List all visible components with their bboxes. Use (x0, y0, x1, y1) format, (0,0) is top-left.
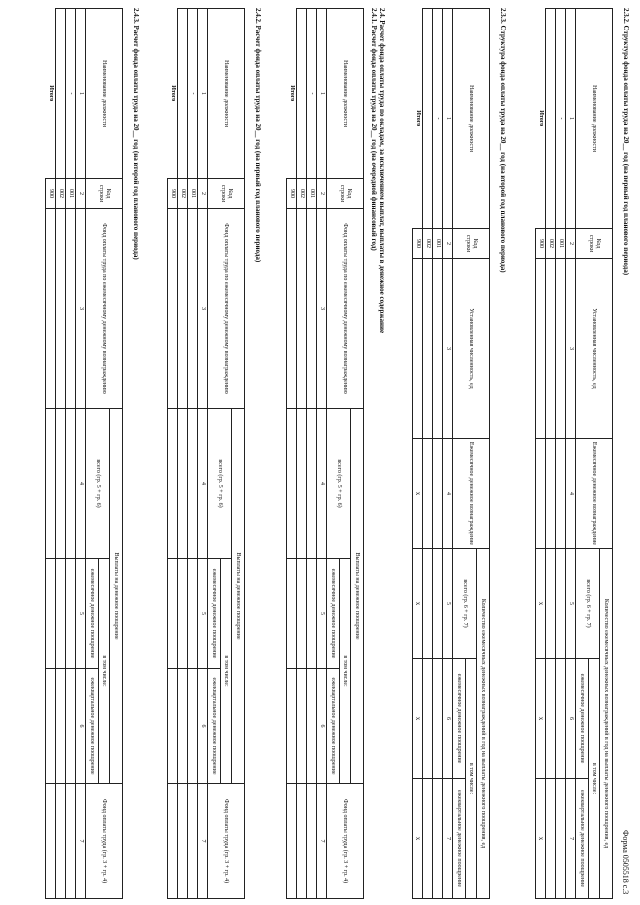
col-num: 4 (443, 439, 453, 549)
col-num: 7 (566, 779, 576, 899)
table-row (423, 9, 433, 899)
x-mark: х (413, 549, 423, 659)
header-kod: Код строки (208, 179, 245, 209)
table-row (556, 9, 566, 899)
dash-cell: - (66, 9, 76, 179)
header-kod: Код строки (327, 179, 364, 209)
total-row (168, 9, 178, 899)
col-num: 4 (76, 409, 86, 559)
row-code: 900 (413, 229, 423, 259)
row-code: 001 (188, 179, 198, 209)
table-row (546, 9, 556, 899)
header-vsego: всего (гр. 6 + гр. 7) (453, 549, 477, 659)
header-vyplaty: Выплаты на денежное поощрение (232, 409, 245, 784)
row-code: 900 (536, 229, 546, 259)
header-fond-ezhemes: Фонд оплаты труда по ежемесячному денежному вознаграждению (327, 209, 364, 409)
section-title: 2.4.3. Расчет фонда оплаты труда на 20__ год (на второй год планового периода) (132, 8, 140, 260)
header-kod: Код строки (576, 229, 613, 259)
col-num: 5 (198, 559, 208, 669)
col-num: 7 (198, 784, 208, 899)
x-mark: х (413, 439, 423, 549)
header-ezhemes-pooshch: ежемесячное денежное поощрение (208, 559, 221, 669)
col-num: 6 (76, 669, 86, 784)
row-code: 001 (307, 179, 317, 209)
structure-table-2-3-3 (412, 8, 490, 899)
header-kolvo: Количество ежемесячных денежных вознаграждений в год на выплаты денежного поощрения, ед (477, 549, 490, 899)
structure-table-2-3-2 (535, 8, 613, 899)
col-num: 1 (76, 9, 86, 179)
header-naimenovanie: Наименование должности (86, 9, 123, 179)
section-2-3-3 (395, 8, 507, 898)
section-2-4-2 (150, 8, 262, 898)
header-vyplaty: Выплаты на денежное поощрение (110, 409, 123, 784)
header-ustanov: Установленная численность, ед (576, 259, 613, 439)
dash-cell: - (433, 9, 443, 229)
col-num: 7 (76, 784, 86, 899)
header-v-tom-chisle: в том числе: (589, 659, 600, 899)
col-num: 3 (317, 209, 327, 409)
header-kod: Код строки (86, 179, 123, 209)
header-vsego: всего (гр. 6 + гр. 7) (576, 549, 600, 659)
header-ezhekv-pooshch: ежеквартальное денежное поощрение (453, 779, 466, 899)
column-numbers-row (443, 9, 453, 899)
row-code: 900 (46, 179, 56, 209)
column-numbers-row (566, 9, 576, 899)
col-num: 6 (198, 669, 208, 784)
col-num: 1 (566, 9, 576, 229)
col-num: 3 (76, 209, 86, 409)
header-ezhemes-pooshch: ежемесячное денежное поощрение (576, 659, 589, 779)
header-ustanov: Установленная численность, ед (453, 259, 490, 439)
section-title: 2.3.2. Структура фонда оплаты труда на 20__ год (на первый год планового периода) (622, 8, 630, 276)
header-vyplaty: Выплаты на денежное поощрение (351, 409, 364, 784)
col-num: 5 (443, 549, 453, 659)
total-label: Итого (47, 85, 54, 102)
col-num: 6 (443, 659, 453, 779)
header-v-tom-chisle: в том числе: (466, 659, 477, 899)
section-2-3-2 (518, 8, 630, 898)
col-num: 3 (198, 209, 208, 409)
header-ezhekv-pooshch: ежеквартальное денежное поощрение (208, 669, 221, 784)
col-num: 2 (198, 179, 208, 209)
col-num: 1 (198, 9, 208, 179)
header-v-tom-chisle: в том числе: (221, 559, 232, 784)
row-code: 002 (56, 179, 66, 209)
row-code: 001 (556, 229, 566, 259)
section-title: 2.4. Расчет фонда оплаты труда по окладам, за исключением выплат, выплаты в денежное содержание (378, 8, 386, 334)
header-ezhekv-pooshch: ежеквартальное денежное поощрение (327, 669, 340, 784)
column-numbers-row (317, 9, 327, 899)
col-num: 4 (317, 409, 327, 559)
fot-table-2-4-1 (286, 8, 364, 899)
col-num: 5 (76, 559, 86, 669)
header-naimenovanie: Наименование должности (453, 9, 490, 229)
total-row (413, 9, 423, 899)
fot-table-2-4-3 (45, 8, 123, 899)
header-v-tom-chisle: в том числе: (99, 559, 110, 784)
row-code: 002 (546, 229, 556, 259)
total-label: Итого (169, 85, 176, 102)
col-num: 5 (566, 549, 576, 659)
dash-cell: - (556, 9, 566, 229)
column-numbers-row (76, 9, 86, 899)
x-mark: х (536, 549, 546, 659)
table-row (178, 9, 188, 899)
header-ezhekv-pooshch: ежеквартальное денежное поощрение (576, 779, 589, 899)
total-row (536, 9, 546, 899)
col-num: 2 (317, 179, 327, 209)
row-code: 001 (433, 229, 443, 259)
header-ezhekv-pooshch: ежеквартальное денежное поощрение (86, 669, 99, 784)
col-num: 6 (317, 669, 327, 784)
row-code: 002 (423, 229, 433, 259)
row-code: 001 (66, 179, 76, 209)
section-subtitle: 2.4.1. Расчет фонда оплаты труда на 20__ год (на очередной финансовый год) (370, 8, 378, 251)
header-ezhemes-pooshch: ежемесячное денежное поощрение (327, 559, 340, 669)
col-num: 1 (443, 9, 453, 229)
table-row (66, 9, 76, 899)
table-row (56, 9, 66, 899)
col-num: 2 (443, 229, 453, 259)
row-code: 002 (297, 179, 307, 209)
header-ezhemes-pooshch: ежемесячное денежное поощрение (453, 659, 466, 779)
table-row (188, 9, 198, 899)
table-row (297, 9, 307, 899)
section-title: 2.4.2. Расчет фонда оплаты труда на 20__ год (на первый год планового периода) (254, 8, 262, 263)
col-num: 4 (566, 439, 576, 549)
dash-cell: - (307, 9, 317, 179)
header-fond-ezhemes: Фонд оплаты труда по ежемесячному денежному вознаграждению (86, 209, 123, 409)
header-vsego: всего (гр. 5 + гр. 6) (86, 409, 110, 559)
table-row (433, 9, 443, 899)
table-row (307, 9, 317, 899)
col-num: 2 (76, 179, 86, 209)
x-mark: х (536, 779, 546, 899)
x-mark: х (413, 779, 423, 899)
section-title: 2.3.3. Структура фонда оплаты труда на 20__ год (на второй год планового периода) (499, 8, 507, 273)
header-fond-itog: Фонд оплаты труда (гр. 3 + гр. 4) (208, 784, 245, 899)
col-num: 6 (566, 659, 576, 779)
x-mark: х (536, 659, 546, 779)
fot-table-2-4-2 (167, 8, 245, 899)
header-vsego: всего (гр. 5 + гр. 6) (327, 409, 351, 559)
column-numbers-row (198, 9, 208, 899)
col-num: 4 (198, 409, 208, 559)
col-num: 7 (443, 779, 453, 899)
row-code: 900 (287, 179, 297, 209)
section-2-4-1 (268, 8, 386, 898)
form-id: Форма 0505518 с.3 (621, 830, 630, 895)
row-code: 002 (178, 179, 188, 209)
row-code: 900 (168, 179, 178, 209)
header-naimenovanie: Наименование должности (576, 9, 613, 229)
x-mark: х (413, 659, 423, 779)
col-num: 5 (317, 559, 327, 669)
header-v-tom-chisle: в том числе: (340, 559, 351, 784)
header-fond-itog: Фонд оплаты труда (гр. 3 + гр. 4) (327, 784, 364, 899)
header-kod: Код строки (453, 229, 490, 259)
header-fond-ezhemes: Фонд оплаты труда по ежемесячному денежному вознаграждению (208, 209, 245, 409)
header-ezhemes-pooshch: ежемесячное денежное поощрение (86, 559, 99, 669)
header-kolvo: Количество ежемесячных денежных вознаграждений в год на выплаты денежного поощрения, ед (600, 549, 613, 899)
total-label: Итого (288, 85, 295, 102)
col-num: 3 (443, 259, 453, 439)
dash-cell: - (188, 9, 198, 179)
col-num: 1 (317, 9, 327, 179)
col-num: 7 (317, 784, 327, 899)
section-2-4-3 (28, 8, 140, 898)
col-num: 3 (566, 259, 576, 439)
total-label: Итого (414, 110, 421, 127)
col-num: 2 (566, 229, 576, 259)
total-label: Итого (537, 110, 544, 127)
header-vsego: всего (гр. 5 + гр. 6) (208, 409, 232, 559)
header-fond-itog: Фонд оплаты труда (гр. 3 + гр. 4) (86, 784, 123, 899)
header-naimenovanie: Наименование должности (208, 9, 245, 179)
header-ezhemes: Ежемесячное денежное вознаграждение (576, 439, 613, 549)
header-naimenovanie: Наименование должности (327, 9, 364, 179)
total-row (287, 9, 297, 899)
total-row (46, 9, 56, 899)
header-ezhemes: Ежемесячное денежное вознаграждение (453, 439, 490, 549)
